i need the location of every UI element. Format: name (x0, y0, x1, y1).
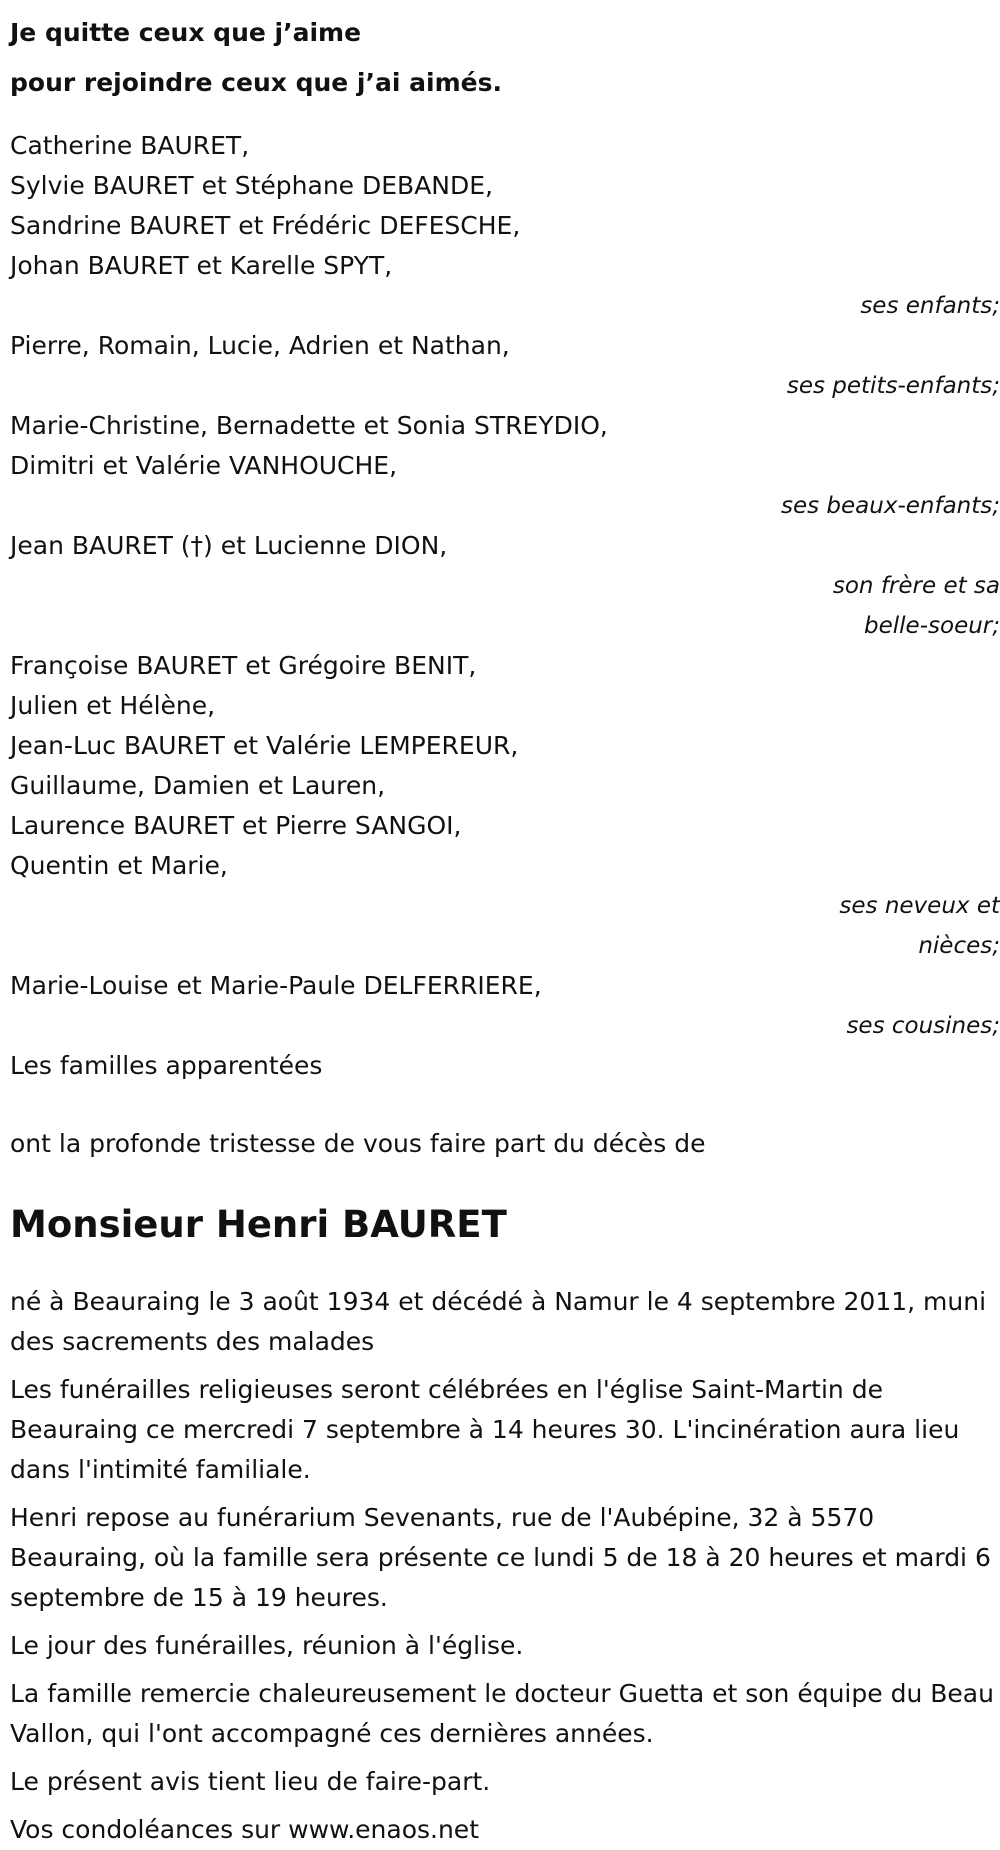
relationship-line: nièces; (918, 933, 1000, 959)
family-name-line: Guillaume, Damien et Lauren, (10, 771, 386, 800)
family-name-line: Laurence BAURET et Pierre SANGOI, (10, 811, 462, 840)
funeral-details: Les funérailles religieuses seront célébrées en l'église Saint-Martin de Beauraing ce mercredi 7 septembre à 14 heures 30. L'incinération aura lieu dans l'intimité familiale. (10, 1375, 960, 1484)
relationship-label (10, 566, 1000, 646)
family-name-line: Johan BAURET et Karelle SPYT, (10, 251, 393, 280)
family-group-stepchildren (10, 406, 1000, 526)
family-group-grandchildren (10, 326, 1000, 406)
family-name-line: Les familles apparentées (10, 1051, 323, 1080)
relationship-label (10, 286, 1000, 326)
funeral-home-details: Henri repose au funérarium Sevenants, rue de l'Aubépine, 32 à 5570 Beauraing, où la famille sera présente ce lundi 5 de 18 à 20 heures et mardi 6 septembre de 15 à 19 heures. (10, 1503, 991, 1612)
relationship-line: ses beaux-enfants; (780, 493, 1000, 519)
condolences-link: Vos condoléances sur www.enaos.net (10, 1815, 479, 1844)
family-name-line: Marie-Louise et Marie-Paule DELFERRIERE, (10, 971, 542, 1000)
family-group-related (10, 1046, 990, 1086)
family-group-children (10, 126, 1000, 326)
relationship-line: ses petits-enfants; (786, 373, 1000, 399)
deceased-name: Monsieur Henri BAURET (10, 1203, 507, 1246)
relationship-label (10, 486, 1000, 526)
announcement-intro: ont la profonde tristesse de vous faire part du décès de (10, 1129, 706, 1158)
epigraph-line: Je quitte ceux que j’aime (10, 18, 362, 47)
family-name-line: Quentin et Marie, (10, 851, 228, 880)
relationship-label (10, 366, 1000, 406)
family-name-line: Sandrine BAURET et Frédéric DEFESCHE, (10, 211, 521, 240)
family-name-line: Pierre, Romain, Lucie, Adrien et Nathan, (10, 331, 510, 360)
epigraph-line: pour rejoindre ceux que j’ai aimés. (10, 68, 502, 97)
notice-statement: Le présent avis tient lieu de faire-part. (10, 1767, 491, 1796)
relationship-label (10, 1006, 1000, 1046)
epigraph (10, 8, 990, 108)
family-name-line: Dimitri et Valérie VANHOUCHE, (10, 451, 398, 480)
family-name-line: Jean BAURET (†) et Lucienne DION, (10, 531, 448, 560)
family-name-line: Marie-Christine, Bernadette et Sonia STREYDIO, (10, 411, 608, 440)
relationship-label (10, 886, 1000, 966)
acknowledgements: La famille remercie chaleureusement le docteur Guetta et son équipe du Beau Vallon, qui l'ont accompagné ces dernières années. (10, 1679, 994, 1748)
birth-death-details: né à Beauraing le 3 août 1934 et décédé à Namur le 4 septembre 2011, muni des sacrements des malades (10, 1287, 987, 1356)
relationship-line: belle-soeur; (864, 613, 1000, 639)
family-name-line: Sylvie BAURET et Stéphane DEBANDE, (10, 171, 493, 200)
family-group-nephews-nieces (10, 646, 1000, 966)
relationship-line: ses enfants; (860, 293, 1000, 319)
family-name-line: Catherine BAURET, (10, 131, 250, 160)
family-name-line: Julien et Hélène, (10, 691, 216, 720)
relationship-line: ses cousines; (846, 1013, 1000, 1039)
relationship-line: ses neveux et (839, 893, 1000, 919)
family-group-sibling (10, 526, 1000, 646)
relationship-line: son frère et sa (832, 573, 1000, 599)
gathering-details: Le jour des funérailles, réunion à l'église. (10, 1631, 524, 1660)
family-group-cousins (10, 966, 1000, 1046)
family-name-line: Françoise BAURET et Grégoire BENIT, (10, 651, 477, 680)
family-name-line: Jean-Luc BAURET et Valérie LEMPEREUR, (10, 731, 519, 760)
